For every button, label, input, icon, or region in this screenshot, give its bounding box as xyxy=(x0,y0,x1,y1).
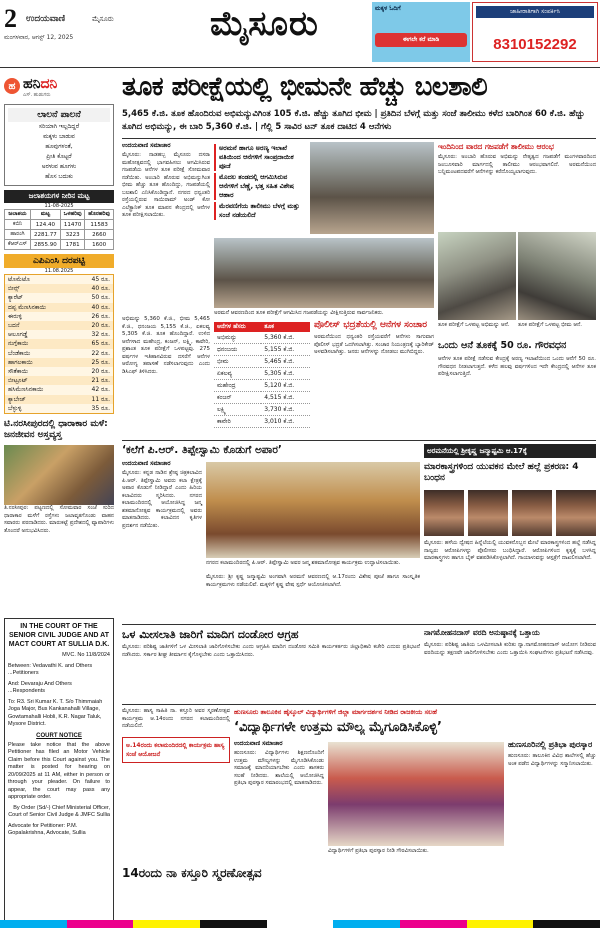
training-text: ಮೈಸೂರು: ಅಂಬಾರಿ ಹೊರುವ ಅಭಿಮನ್ಯು ನೇತೃತ್ವದ ಗಜಪಡೆಗೆ ಮಂಗಳವಾರದಿಂದ ಜಂಬೂಸವಾರಿ ಮಾರ್ಗದಲ್ಲಿ ತಾಲೀಮು ಆರಂಭವಾಗಲಿದೆ. ಅರಮನೆಯಿಂದ ಬನ್ನಿಮಂಟಪದವರೆಗೆ ಆನೆಗಳನ್ನು ಕರೆದೊಯ್ಯಲಾಗುವುದು. xyxy=(438,154,596,175)
table-row xyxy=(214,332,310,344)
lalane-line: ಅರಳುವ ಹೂಗಳು xyxy=(41,163,77,170)
students-caption: ವಿದ್ಯಾರ್ಥಿಗಳಿಗೆ ಪ್ರತಿಭಾ ಪುರಸ್ಕಾರ ನೀಡಿ ಗೌರವಿಸಲಾಯಿತು. xyxy=(328,848,429,854)
lead-body-text-2: ಅಭಿಮನ್ಯು 5,360 ಕೆ.ಜಿ., ಭೀಮ 5,465 ಕೆ.ಜಿ., ಧನಂಜಯ 5,155 ಕೆ.ಜಿ., ಏಕಲವ್ಯ 5,305 ಕೆ.ಜಿ. ತೂಕ ಹೊಂದಿದ್ದಾರೆ. ಉಳಿದ ಆನೆಗಳಾದ ಮಹೇಂದ್ರ, ಕಂಜನ್, ಲಕ್ಷ್ಮಿ, ಕಾವೇರಿ, ಪ್ರಶಾಂತ ತೂಕ ಪರೀಕ್ಷೆಗೆ ಒಳಪಟ್ಟವು. 275 ವರ್ಷಗಳ ಇತಿಹಾಸವಿರುವ ದಸರೆಗೆ ಆನೆಗಳ ಆರೋಗ್ಯ ತಪಾಸಣೆ ನಡೆಸಲಾಗುವುದು ಎಂದು ಡಿಸಿಎಫ್ ತಿಳಿಸಿದರು. xyxy=(122,316,210,375)
table-row xyxy=(214,380,310,392)
veg-name: ಬೀಟ್ರೂಟ್ xyxy=(8,377,28,385)
lalane-line: ಪ್ರೀತಿ ಕೊಟ್ಟರೆ xyxy=(46,153,72,160)
honor-text: ಆನೆಗಳ ತೂಕ ಪರೀಕ್ಷೆ ನಡೆಸುವ ಕೇಂದ್ರಕ್ಕೆ ಅರಣ್ಯ ಇಲಾಖೆಯಿಂದ ಒಂದು ಆನೆಗೆ 50 ರೂ. ಗೌರವಧನ ನೀಡಲಾಗುತ್ತದೆ. ಕಳೆದ ಹಲವು ವರ್ಷಗಳಿಂದ ಇದೇ ಕೇಂದ್ರದಲ್ಲಿ ಆನೆಗಳ ತೂಕ ಪರೀಕ್ಷಿಸಲಾಗುತ್ತಿದೆ. xyxy=(438,356,596,377)
students-side-text: ಹುಣಸೂರು: ತಾಲೂಕಿನ ವಿವಿಧ ಶಾಲೆಗಳಲ್ಲಿ ಹೆಚ್ಚು ಅಂಕ ಪಡೆದ ವಿದ್ಯಾರ್ಥಿಗಳನ್ನು ಸನ್ಮಾನಿಸಲಾಯಿತು. xyxy=(508,753,596,767)
police-box xyxy=(314,320,434,432)
dam-cell: 1600 xyxy=(85,240,114,250)
table-row xyxy=(214,368,310,380)
lead-bullet: ಮೊದಲ ತಂಡದಲ್ಲಿ ಆಗಮಿಸಿರುವ ಆನೆಗಳಿಗೆ ಬೆಣ್ಣೆ, ಭತ್ತ ಸಹಿತ ವಿಶೇಷ ಆಹಾರ xyxy=(214,173,306,200)
list-item xyxy=(5,404,113,413)
case-number: MVC. No 11/8/2024 xyxy=(62,652,110,658)
divider xyxy=(122,138,596,139)
dam-header-row xyxy=(5,210,114,220)
table-row xyxy=(214,356,310,368)
lights-box xyxy=(424,642,596,700)
divider xyxy=(122,704,596,705)
ad-contact-label: ಜಾಹೀರಾತಿಗಾಗಿ ಸಂಪರ್ಕಿಸಿ xyxy=(476,6,594,18)
elephant-weight: 4,515 ಕೆ.ಜಿ. xyxy=(261,392,310,404)
paper-name: ಉದಯವಾಣಿ xyxy=(26,14,66,24)
veg-name: ಕ್ಯಾರೆಟ್ xyxy=(8,294,23,302)
table-row xyxy=(5,230,114,240)
table-row xyxy=(5,240,114,250)
veg-name: ಬೆಂಡೆಕಾಯಿ xyxy=(8,349,31,357)
lalane-lines xyxy=(8,122,110,182)
kasturi-highlight: ಅ.14ರಂದು ಕಲಾಮಂದಿರದಲ್ಲಿ ಕಾರ್ಯಕ್ರಮ ಹಾಸ್ಯ ಸಂಜೆ ಆಯೋಜನೆ xyxy=(122,737,230,763)
police-text: ಅರಮನೆಯಿಂದ ಧನ್ವಂತರಿ ರಸ್ತೆಯವರೆಗೆ ಆನೆಗಳು ಸಾಗುವಾಗ ಪೊಲೀಸ್ ಭದ್ರತೆ ಒದಗಿಸಲಾಗಿತ್ತು. ಸಂಚಾರ ನಿಯಂತ್ರಣಕ್ಕೆ ಬ್ಯಾರಿಕೇಡ್ ಅಳವಡಿಸಲಾಗಿತ್ತು. ಜನರು ಆನೆಗಳನ್ನು ನೋಡಲು ಮುಗಿಬಿದ್ದರು. xyxy=(314,334,434,355)
table-row xyxy=(5,220,114,230)
honor-title: ಒಂದು ಆನೆ ತೂಕಕ್ಕೆ 50 ರೂ. ಗೌರವಧನ xyxy=(438,340,567,351)
elephant-name: ಭೀಮ xyxy=(214,356,261,368)
veg-date: 11.08.2025 xyxy=(44,268,74,274)
kasturi-text: ಮೈಸೂರು: ಹಾಸ್ಯ ಸಾಹಿತಿ ನಾ. ಕಸ್ತೂರಿ ಅವರ ಸ್ಮರಣೋತ್ಸವ ಕಾರ್ಯಕ್ರಮ ಆ.14ರಂದು ನಗರದ ಕಲಾಮಂದಿರದಲ್ಲಿ ನಡೆಯಲಿದೆ. xyxy=(122,708,230,729)
hani-dani-logo xyxy=(4,72,114,100)
lead-headline: ತೂಕ ಪರೀಕ್ಷೆಯಲ್ಲಿ ಭೀಮನೇ ಹೆಚ್ಚು ಬಲಶಾಲಿ xyxy=(122,72,488,102)
lalane-line: ಮಕ್ಕಳು ಬಾಡುವ xyxy=(43,133,75,140)
list-item xyxy=(5,339,113,348)
elephant-name: ಲಕ್ಷ್ಮಿ xyxy=(214,404,261,416)
dam-cell: 11583 xyxy=(85,220,114,230)
dam-cell: ಹಾರಂಗಿ xyxy=(5,230,31,240)
divider xyxy=(122,440,596,441)
students-col xyxy=(234,740,324,858)
advertisement-education xyxy=(372,2,470,62)
abhimanyu-caption: ತೂಕ ಪರೀಕ್ಷೆಗೆ ಒಳಪಟ್ಟ ಅಭಿಮನ್ಯು ಆನೆ. xyxy=(438,322,510,328)
table-row xyxy=(214,392,310,404)
lead-body-col-1 xyxy=(122,142,210,310)
court-title: IN THE COURT OF THE SENIOR CIVIL JUDGE AND AT MACT COURT AT SULLIA D.K. xyxy=(8,623,110,648)
lights-title: ನಾಗಮೋಹನದಾಸ್ ವರದಿ ಅನುಷ್ಠಾನಕ್ಕೆ ಒತ್ತಾಯ xyxy=(424,628,540,637)
respondent-address: To: R3. Sri Kumar K. T. S/o Thimmaiah Joga Major, Bus Kankanahalli Village, Gowtamahalli Hobli, K.R. Nagar Taluk, Mysore District. xyxy=(8,698,103,727)
lead-photo-caption: ಅರಮನೆ ಆವರಣದಿಂದ ತೂಕ ಪರೀಕ್ಷೆಗೆ ಆಗಮಿಸಿದ ಗಜಪಡೆಯನ್ನು ವೀಕ್ಷಿಸುತ್ತಿರುವ ಸಾರ್ವಜನಿಕರು. xyxy=(214,310,384,316)
elephant-name: ಮಹೇಂದ್ರ xyxy=(214,380,261,392)
pr-event-photo xyxy=(206,462,420,558)
students-photo xyxy=(328,742,504,846)
training-title: ಇಂದಿನಿಂದ ವಾರದ ಗಜಪಡೆಗೆ ತಾಲೀಮು ಆರಂಭ xyxy=(438,142,554,151)
list-item xyxy=(5,321,113,330)
rain-story-text: ತಿ.ನರಸೀಪುರ: ಪಟ್ಟಣದಲ್ಲಿ ಸೋಮವಾರ ಸಂಜೆ ಸುರಿದ ಧಾರಾಕಾರ ಮಳೆಗೆ ರಸ್ತೆಗಳು ಜಲಾವೃತಗೊಂಡು ವಾಹನ ಸವಾರರು ಪರದಾಡಿದರು. ಮಾರುಕಟ್ಟೆ ಪ್ರದೇಶದಲ್ಲಿ ವ್ಯಾಪಾರಿಗಳು ತೊಂದರೆ ಅನುಭವಿಸಿದರು. xyxy=(4,505,114,534)
accused-photo xyxy=(468,490,508,536)
elephant-name: ಏಕಲವ್ಯ xyxy=(214,368,261,380)
brand-sub: ಎಸ್. ಹುಡುಗರು xyxy=(23,91,51,98)
weights-header-row xyxy=(214,322,310,332)
students-text: ಹುಣಸೂರು: ವಿದ್ಯಾರ್ಥಿಗಳು ಶಿಕ್ಷಣದೊಂದಿಗೆ ಉತ್ತಮ ಮೌಲ್ಯಗಳನ್ನು ಮೈಗೂಡಿಸಿಕೊಂಡು ಸಮಾಜಕ್ಕೆ ಮಾದರಿಯಾಗಬೇಕು ಎಂದು ಶಾಸಕರು ಸಲಹೆ ನೀಡಿದರು. ಶಾಲೆಯಲ್ಲಿ ಆಯೋಜಿಸಿದ್ದ ಪ್ರತಿಭಾ ಪುರಸ್ಕಾರ ಸಮಾರಂಭದಲ್ಲಿ ಮಾತನಾಡಿದರು. xyxy=(234,750,324,786)
list-item xyxy=(5,395,113,404)
dam-cell: 11470 xyxy=(60,220,84,230)
dam-date: 11-08-2025 xyxy=(44,203,74,209)
bhima-caption: ತೂಕ ಪರೀಕ್ಷೆಗೆ ಒಳಪಟ್ಟ ಭೀಮ ಆನೆ. xyxy=(518,322,583,328)
court-notice xyxy=(4,618,114,922)
lead-body-text: ಮೈಸೂರು: ನಾಡಹಬ್ಬ ಮೈಸೂರು ದಸರಾ ಮಹೋತ್ಸವದಲ್ಲಿ ಭಾಗವಹಿಸಲು ಆಗಮಿಸಿರುವ ಗಜಪಡೆಯ ಆನೆಗಳ ತೂಕ ಪರೀಕ್ಷೆ ಸೋಮವಾರ ನಡೆಯಿತು. ಅಂಬಾರಿ ಹೊರುವ ಅಭಿಮನ್ಯುಗಿಂತ ಭೀಮ ಹೆಚ್ಚು ತೂಕ ಹೊಂದಿದ್ದು, ಗಜಪಡೆಯಲ್ಲಿ ಬಲಶಾಲಿ ಎನಿಸಿಕೊಂಡಿದ್ದಾನೆ. ನಗರದ ಧನ್ವಂತರಿ ರಸ್ತೆಯಲ್ಲಿರುವ ಸಾಯಿರಾಮ್ ಅಂಡ್ ಕೋ ಎಲೆಕ್ಟ್ರಾನಿಕ್ ತೂಕ ಮಾಪನ ಕೇಂದ್ರದಲ್ಲಿ ಆನೆಗಳ ತೂಕ ಪರೀಕ್ಷಿಸಲಾಯಿತು. xyxy=(122,152,210,218)
elephant-procession-photo xyxy=(214,238,434,308)
city-title: ಮೈಸೂರು xyxy=(210,4,319,44)
list-item xyxy=(5,330,113,339)
hani-dani-title xyxy=(23,75,57,92)
elephant-weight: 5,305 ಕೆ.ಜಿ. xyxy=(261,368,310,380)
list-item xyxy=(5,303,113,312)
list-item xyxy=(5,284,113,293)
print-color-bar xyxy=(0,920,600,928)
veg-price: 50 ರೂ. xyxy=(91,294,110,302)
veg-price: 32 ರೂ. xyxy=(91,331,110,339)
honor-box xyxy=(438,356,596,436)
hani-badge-icon: ಹ xyxy=(4,78,20,94)
elephant-name: ಧನಂಜಯ xyxy=(214,344,261,356)
list-item xyxy=(5,358,113,367)
lalane-line: ಹೂವುಗಳಂತೆ, xyxy=(45,143,73,150)
parties-respondents: And: Devaraju And Others ...Respondents xyxy=(8,680,72,694)
brand-name-1: ಹನಿ xyxy=(23,74,41,91)
veg-name: ನುಗ್ಗೆಕಾಯಿ xyxy=(8,340,29,348)
lalane-title: ಲಾಲನೆ ಪಾಲನೆ xyxy=(8,108,110,122)
reservation-text: ಮೈಸೂರು: ಪರಿಶಿಷ್ಟ ಜಾತಿಗಳಿಗೆ ಒಳ ಮೀಸಲಾತಿ ಜಾರಿಗೊಳಿಸಬೇಕು ಎಂದು ಆಗ್ರಹಿಸಿ ಮಾದಿಗ ದಂಡೋರ ಸಮಿತಿ ಕಾರ್ಯಕರ್ತರು ಜಿಲ್ಲಾಧಿಕಾರಿ ಕಚೇರಿ ಎದುರು ಪ್ರತಿಭಟನೆ ನಡೆಸಿದರು. ಸರ್ಕಾರ ಶೀಘ್ರ ತೀರ್ಮಾನ ಕೈಗೊಳ್ಳಬೇಕು ಎಂದು ಒತ್ತಾಯಿಸಿದರು. xyxy=(122,644,420,658)
dam-header: ಹೊರಹರಿವು xyxy=(85,210,114,220)
lead-subhead: 5,465 ಕೆ.ಜಿ. ತೂಕ ಹೊಂದಿರುವ ಅಭಿಮನ್ಯುವಿಗಿಂತ 105 ಕೆ.ಜಿ. ಹೆಚ್ಚು ತೂಗಿದ ಭೀಮ | ಪ್ರತಿದಿನ ಬೆಳಗ್ಗೆ ಮತ್ತು ಸಂಜೆ ತಾಲೀಮು ಕಳೆದ ಬಾರಿಗಿಂತ 60 ಕೆ.ಜಿ. ಹೆಚ್ಚು ತೂಗಿದ ಅಭಿಮನ್ಯು, ಈ ಬಾರಿ 5,360 ಕೆ.ಜಿ. | ಗೆಲ್ಲಿ 5 ಸಾವಿರ ಟನ್ ತೂಕ ದಾಟಿದ 4 ಆನೆಗಳು xyxy=(122,109,585,132)
notice-title: COURT NOTICE xyxy=(36,732,82,739)
parties-petitioners: Between: Vedavathi K. and Others ...Petitioners xyxy=(8,662,93,676)
list-item xyxy=(5,367,113,376)
assault-box xyxy=(424,540,596,620)
masthead xyxy=(0,0,600,68)
edition-tag: ಮೈಸೂರು xyxy=(92,15,114,23)
veg-name: ಸೌತೆಕಾಯಿ xyxy=(8,368,29,376)
veg-name: ಹಸಿಮೆಣಸಿನಕಾಯಿ xyxy=(8,386,44,394)
lalane-line: ಹೊಸ ಬದುಕು xyxy=(45,173,73,180)
veg-price: 21 ರೂ. xyxy=(91,377,110,385)
page-number: 2 xyxy=(4,4,17,33)
veg-price: 11 ರೂ. xyxy=(91,395,110,403)
dam-cell: ಕೆಆರ್‌ಎಸ್ xyxy=(5,240,31,250)
pr-story-col xyxy=(122,460,202,620)
weights-header: ತೂಕ xyxy=(261,322,310,332)
elephant-weight: 5,465 ಕೆ.ಜಿ. xyxy=(261,356,310,368)
veg-price: 65 ರೂ. xyxy=(91,340,110,348)
list-item xyxy=(5,275,113,284)
dam-cell: 2855.90 xyxy=(30,240,60,250)
list-item xyxy=(5,293,113,302)
veg-price: 25 ರೂ. xyxy=(91,358,110,366)
students-title: ‘ವಿದ್ಯಾರ್ಥಿಗಳೇ ಉತ್ತಮ ಮೌಲ್ಯ ಮೈಗೂಡಿಸಿಕೊಳ್ಳಿ’ xyxy=(234,720,442,735)
pr-story-title: ‘ಕಲೆಗೆ ಪಿ.ಆರ್. ತಿಪ್ಪೇಸ್ವಾಮಿ ಕೊಡುಗೆ ಅಪಾರ’ xyxy=(122,444,282,456)
weights-header: ಆನೆಗಳ ಹೆಸರು xyxy=(214,322,261,332)
krishna-title: ಅರಮನೆಯಲ್ಲಿ ಶ್ರೀಕೃಷ್ಣ ಜನ್ಮಾಷ್ಟಮಿ ಆ.17ಕ್ಕೆ xyxy=(424,444,596,458)
veg-price: 35 ರೂ. xyxy=(91,404,110,412)
training-text-box xyxy=(438,154,596,230)
police-title: ಪೊಲೀಸ್ ಭದ್ರತೆಯಲ್ಲಿ ಆನೆಗಳ ಸಂಚಾರ xyxy=(314,320,428,330)
veg-name: ಬದನೆ xyxy=(8,322,20,330)
lights-text: ಮೈಸೂರು: ಪರಿಶಿಷ್ಟ ಜಾತಿಯ ಒಳಮೀಸಲಾತಿ ಕುರಿತು ನ್ಯಾ.ನಾಗಮೋಹನದಾಸ್ ಆಯೋಗ ನೀಡಿರುವ ವರದಿಯನ್ನು ತಕ್ಷಣವೇ ಜಾರಿಗೊಳಿಸಬೇಕು ಎಂದು ಒತ್ತಾಯಿಸಿ ಸಂಘಟನೆಗಳು ಪ್ರತಿಭಟನೆ ನಡೆಸಿದವು. xyxy=(424,642,596,656)
ad-phone-number: 8310152292 xyxy=(493,36,577,53)
veg-price: 22 ರೂ. xyxy=(91,349,110,357)
lead-bullet: ಮೆರವಣಿಗೆಯ ತಾಲೀಮು ಬೆಳಗ್ಗೆ ಮತ್ತು ಸಂಜೆ ನಡೆಯಲಿದೆ xyxy=(214,202,306,220)
table-row xyxy=(214,404,310,416)
veg-price: 20 ರೂ. xyxy=(91,322,110,330)
elephant-name: ಅಭಿಮನ್ಯು xyxy=(214,332,261,344)
elephant-weight: 5,360 ಕೆ.ಜಿ. xyxy=(261,332,310,344)
lead-bullet: ಅರಮನೆ ಹಾಗೂ ಅರಣ್ಯ ಇಲಾಖೆ ವತಿಯಿಂದ ಆನೆಗಳಿಗೆ ಸಾಂಪ್ರದಾಯಿಕ ಪೂಜೆ xyxy=(214,144,306,171)
elephant-weight: 3,730 ಕೆ.ಜಿ. xyxy=(261,404,310,416)
abhimanyu-photo xyxy=(438,232,516,320)
lalane-line: ಸರಿಯಾಗಿ ಇಲ್ಲದಿದ್ದರೆ xyxy=(38,123,80,130)
dam-cell: ಕಬಿನಿ xyxy=(5,220,31,230)
veg-price: 40 ರೂ. xyxy=(91,303,110,311)
veg-title: ಎಪಿಎಂಸಿ ದರಪಟ್ಟಿ xyxy=(4,254,114,268)
lead-body-col-2 xyxy=(122,316,210,436)
dam-cell: 2281.77 xyxy=(30,230,60,240)
dam-cell: 124.40 xyxy=(30,220,60,230)
veg-name: ಟೊಮೆಟೊ xyxy=(8,276,30,283)
assault-title: ಮಾರಕಾಸ್ತ್ರಗಳಿಂದ ಯುವಕನ ಮೇಲೆ ಹಲ್ಲೆ ಪ್ರಕರಣ: 4 ಬಂಧನ xyxy=(424,462,579,483)
veg-price: 40 ರೂ. xyxy=(91,285,110,293)
veg-name: ದಪ್ಪ ಮೆಣಸಿನಕಾಯಿ xyxy=(8,303,47,311)
market-photo xyxy=(4,445,114,505)
reservation-title: ಒಳ ಮೀಸಲಾತಿ ಜಾರಿಗೆ ಮಾದಿಗ ದಂಡೋರ ಆಗ್ರಹ xyxy=(122,628,299,641)
accused-photo xyxy=(424,490,464,536)
weights-table xyxy=(214,322,310,428)
kasturi-title: 14ರಂದು ನಾ ಕಸ್ತೂರಿ ಸ್ಮರಣೋತ್ಸವ xyxy=(122,866,262,880)
advertisement-contact xyxy=(472,2,598,62)
veg-name: ಆಲೂಗಡ್ಡೆ xyxy=(8,331,28,339)
dam-cell: 1781 xyxy=(60,240,84,250)
veg-price: 20 ರೂ. xyxy=(91,368,110,376)
accused-photo xyxy=(512,490,552,536)
ad-cta: ಈಗಲೇ ಕರೆ ಮಾಡಿ xyxy=(375,33,467,47)
table-row xyxy=(214,416,310,428)
veg-name: ಬೆಳ್ಳುಳ್ಳಿ xyxy=(8,404,22,412)
notice-text: Please take notice that the above Petitioner has filed an Motor Vehicle Claim before this Court against you. The matter is posted for hearing on 20/09/2025 at 11 AM, either in person or through your pleader. On failure to appear, the court may pass any appropriate order. xyxy=(8,741,110,800)
students-byline: ಉದಯವಾಣಿ ಸಮಾಚಾರ xyxy=(234,740,283,747)
elephant-weight: 5,155 ಕೆ.ಜಿ. xyxy=(261,344,310,356)
veg-name: ಈರುಳ್ಳಿ xyxy=(8,312,22,320)
elephant-name: ಕಂಜನ್ xyxy=(214,392,261,404)
dam-header: ಮಟ್ಟ xyxy=(30,210,60,220)
dam-header: ಒಳಹರಿವು xyxy=(60,210,84,220)
accused-photo xyxy=(556,490,596,536)
students-side xyxy=(508,740,596,858)
krishna-text: ಮೈಸೂರು: ಶ್ರೀ ಕೃಷ್ಣ ಜನ್ಮಾಷ್ಟಮಿ ಅಂಗವಾಗಿ ಅರಮನೆ ಆವರಣದಲ್ಲಿ ಆ.17ರಂದು ವಿಶೇಷ ಪೂಜೆ ಹಾಗೂ ಸಾಂಸ್ಕೃತಿಕ ಕಾರ್ಯಕ್ರಮಗಳು ನಡೆಯಲಿವೆ. ಮಕ್ಕಳಿಗೆ ಕೃಷ್ಣ ವೇಷ ಸ್ಪರ್ಧೆ ಆಯೋಜಿಸಲಾಗಿದೆ. xyxy=(206,574,420,588)
elephant-name: ಕಾವೇರಿ xyxy=(214,416,261,428)
assault-text: ಮೈಸೂರು: ಹಳೆಯ ದ್ವೇಷದ ಹಿನ್ನೆಲೆಯಲ್ಲಿ ಯುವಕನೊಬ್ಬನ ಮೇಲೆ ಮಾರಕಾಸ್ತ್ರಗಳಿಂದ ಹಲ್ಲೆ ನಡೆಸಿದ್ದ ನಾಲ್ವರು ಆರೋಪಿಗಳನ್ನು ಪೊಲೀಸರು ಬಂಧಿಸಿದ್ದಾರೆ. ಆರೋಪಿಗಳಿಂದ ಕೃತ್ಯಕ್ಕೆ ಬಳಸಿದ್ದ ಮಾರಕಾಸ್ತ್ರಗಳು ಹಾಗೂ ಬೈಕ್ ವಶಪಡಿಸಿಕೊಳ್ಳಲಾಗಿದೆ. ಗಾಯಾಳುವನ್ನು ಆಸ್ಪತ್ರೆಗೆ ದಾಖಲಿಸಲಾಗಿದೆ. xyxy=(424,540,596,561)
divider xyxy=(122,624,596,625)
notice-advocate: Advocate for Petitioner: P.M. Gopalakrishna, Advocate, Sullia xyxy=(8,822,86,836)
left-column xyxy=(4,72,114,612)
pr-photo-caption: ನಗರದ ಕಲಾಮಂದಿರದಲ್ಲಿ ಪಿ.ಆರ್. ತಿಪ್ಪೇಸ್ವಾಮಿ ಅವರ ಜನ್ಮ ಶತಮಾನೋತ್ಸವ ಕಾರ್ಯಕ್ರಮ ಉದ್ಘಾಟಿಸಲಾಯಿತು. xyxy=(206,560,401,566)
elephant-weight: 3,010 ಕೆ.ಜಿ. xyxy=(261,416,310,428)
reservation-box xyxy=(122,644,420,700)
students-kicker: ಹುಣಸೂರು ತಾಲೂಕಿನ ಹೈಸ್ಕೂಲ್ ವಿದ್ಯಾರ್ಥಿಗಳಿಗೆ ಜಿಲ್ಲಾ ಮಾರ್ಗದರ್ಶನ ನೀಡಿದ ರಾಜಕೀಯ ಸಲಹೆ xyxy=(234,708,438,716)
lalane-box xyxy=(4,104,114,186)
kasturi-box xyxy=(122,708,230,858)
table-row xyxy=(214,344,310,356)
students-side-title: ಹುಣಸೂರಿನಲ್ಲಿ ಪ್ರತಿಭಾ ಪುರಸ್ಕಾರ xyxy=(508,740,593,749)
bhima-photo xyxy=(518,232,596,320)
pr-story-text: ಮೈಸೂರು: ಕನ್ನಡ ನಾಡಿನ ಶ್ರೇಷ್ಠ ಚಿತ್ರಕಲಾವಿದ ಪಿ.ಆರ್. ತಿಪ್ಪೇಸ್ವಾಮಿ ಅವರು ಕಲಾ ಕ್ಷೇತ್ರಕ್ಕೆ ಅಪಾರ ಕೊಡುಗೆ ನೀಡಿದ್ದಾರೆ ಎಂದು ಹಿರಿಯ ಕಲಾವಿದರು ಸ್ಮರಿಸಿದರು. ನಗರದ ಕಲಾಮಂದಿರದಲ್ಲಿ ಆಯೋಜಿಸಿದ್ದ ಜನ್ಮ ಶತಮಾನೋತ್ಸವ ಕಾರ್ಯಕ್ರಮದಲ್ಲಿ ಅವರು ಮಾತನಾಡಿದರು. ಕಲಾವಿದನ ಕೃತಿಗಳ ಪ್ರದರ್ಶನ ನಡೆಯಿತು. xyxy=(122,470,202,529)
list-item xyxy=(5,312,113,321)
dam-title: ಜಲಾಶಯಗಳ ನೀರಿನ ಮಟ್ಟ xyxy=(4,190,114,203)
rain-story-title: ಟಿ.ನರಸೀಪುರದಲ್ಲಿ ಧಾರಾಕಾರ ಮಳೆ: ಜನಜೀವನ ಅಸ್ತವ್ಯಸ್ತ xyxy=(4,419,108,441)
elephant-weight: 5,120 ಕೆ.ಜಿ. xyxy=(261,380,310,392)
lead-bullets xyxy=(214,142,306,237)
dam-header: ಜಲಾಶಯ xyxy=(5,210,31,220)
veg-price: 26 ರೂ. xyxy=(91,312,110,320)
dam-cell: 3223 xyxy=(60,230,84,240)
list-item xyxy=(5,349,113,358)
list-item xyxy=(5,385,113,394)
dam-table xyxy=(4,209,114,250)
veg-name: ಕ್ಯಾಬೇಜ್ xyxy=(8,395,26,403)
list-item xyxy=(5,376,113,385)
pr-byline: ಉದಯವಾಣಿ ಸಮಾಚಾರ xyxy=(122,460,171,467)
notice-order: By Order (Sd/-) Chief Ministerial Officer, Court of Senior Civil Judge & JMFC Sullia xyxy=(8,804,110,818)
dateline: ಮಂಗಳವಾರ, ಆಗಸ್ಟ್ 12, 2025 xyxy=(4,34,74,41)
veg-price: 45 ರೂ. xyxy=(91,276,110,283)
brand-name-2: ದನಿ xyxy=(40,74,58,91)
lead-byline: ಉದಯವಾಣಿ ಸಮಾಚಾರ xyxy=(122,142,171,149)
ad-text: ಮಕ್ಕಳ ಓದಿಗೆ xyxy=(375,5,401,12)
crowd-photo xyxy=(310,142,434,234)
veg-name: ಹಾಗಲಕಾಯಿ xyxy=(8,358,33,366)
pr-story-col-2 xyxy=(206,574,420,620)
veg-name: ಬೀನ್ಸ್ xyxy=(8,285,20,293)
dam-cell: 2660 xyxy=(85,230,114,240)
veg-price-list xyxy=(4,274,114,414)
veg-price: 42 ರೂ. xyxy=(91,386,110,394)
